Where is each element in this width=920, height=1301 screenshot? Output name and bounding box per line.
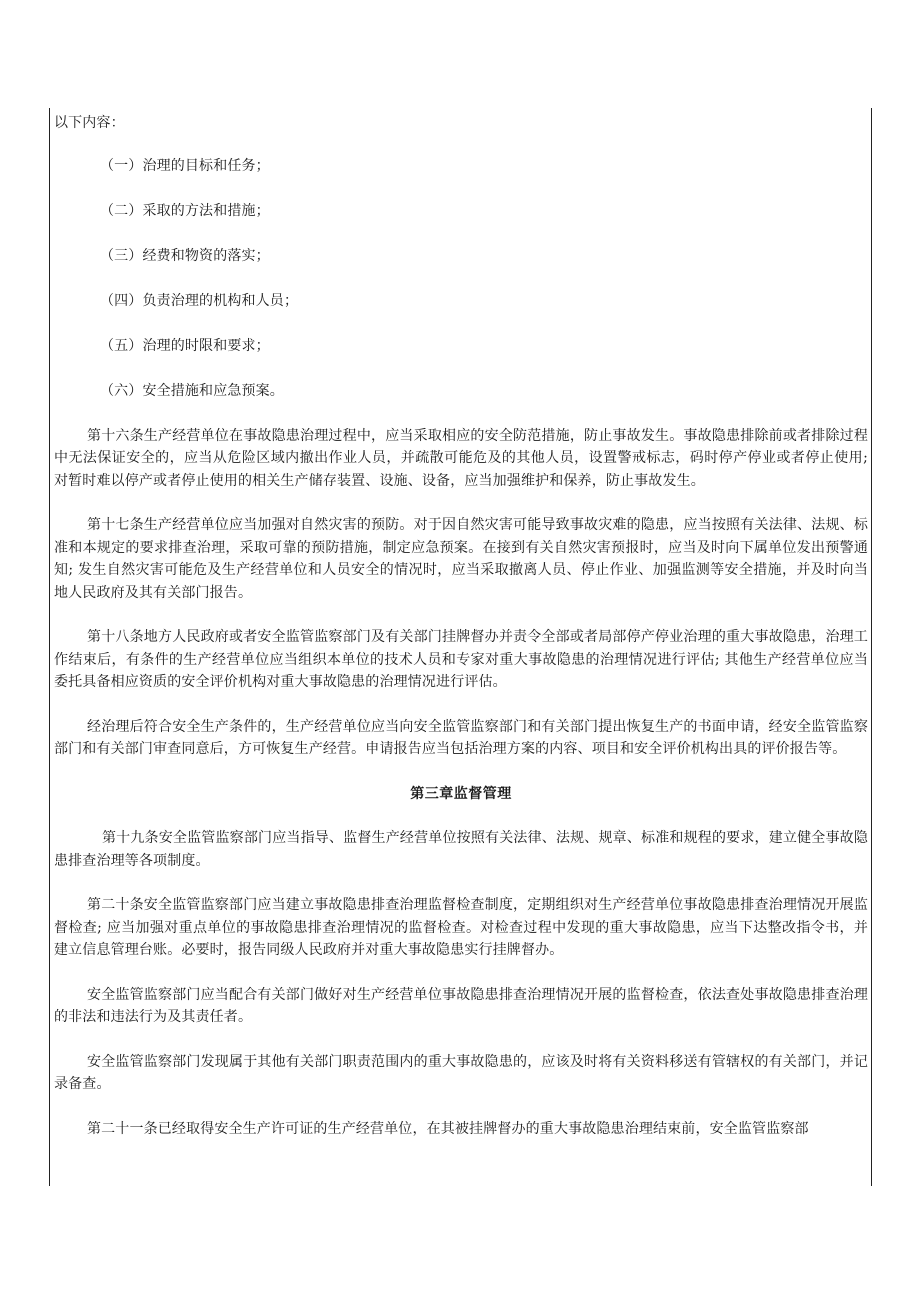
list-item: （三）经费和物资的落实； [100,247,270,264]
article-18-paragraph: 第十八条地方人民政府或者安全监管监察部门及有关部门挂牌督办并责令全部或者局部停产停业治理的重大事故隐患，治理工作结束后，有条件的生产经营单位应当组织本单位的技术人员和专家对重大事故隐患的治理情况进行评估; 其他生产经营单位应当委托具备相应资质的安全评价机构对重大事故隐患的治理情况进行评估。 [54,629,868,690]
list-item: （五）治理的时限和要求； [100,337,270,354]
list-item: （一）治理的目标和任务； [100,157,270,174]
chapter-title: 第三章监督管理 [410,785,512,802]
lead-line: 以下内容： [54,115,125,131]
cooperation-paragraph: 安全监管监察部门应当配合有关部门做好对生产经营单位事故隐患排查治理情况开展的监督检查，依法查处事故隐患排查治理的非法和违法行为及其责任者。 [54,986,868,1025]
article-20-paragraph: 第二十条安全监管监察部门应当建立事故隐患排查治理监督检查制度，定期组织对生产经营单位事故隐患排查治理情况开展监督检查; 应当加强对重点单位的事故隐患排查治理情况的监督检查。对检查过程中发现的重大事故隐患，应当下达整改指令书，并建立信息管理台账。必要时，报告同级人民政府并对重大事故隐患实行挂牌督办。 [54,897,868,958]
article-16-paragraph: 第十六条生产经营单位在事故隐患治理过程中，应当采取相应的安全防范措施，防止事故发生。事故隐患排除前或者排除过程中无法保证安全的，应当从危险区域内撤出作业人员，并疏散可能危及的其他人员，设置警戒标志，码时停产停业或者停止使用; 对暂时难以停产或者停止使用的相关生产储存装置、设施、设备，应当加强维护和保养，防止事故发生。 [54,427,868,489]
article-17-paragraph: 第十七条生产经营单位应当加强对自然灾害的预防。对于因自然灾害可能导致事故灾难的隐患，应当按照有关法律、法规、标准和本规定的要求排查治理，采取可靠的预防措施，制定应急预案。在接到有关自然灾害预报时，应当及时向下属单位发出预警通知; 发生自然灾害可能危及生产经营单位和人员安全的情况时，应当采取撤离人员、停止作业、加强监测等安全措施，并及时向当地人民政府及其有关部门报告。 [54,517,868,601]
list-item: （六）安全措施和应急预案。 [100,382,284,399]
list-item: （二）采取的方法和措施； [100,202,270,219]
list-item: （四）负责治理的机构和人员； [100,292,299,309]
document-body [54,112,868,1162]
recovery-paragraph: 经治理后符合安全生产条件的，生产经营单位应当向安全监管监察部门和有关部门提出恢复生产的书面申请，经安全监管监察部门和有关部门审查同意后，方可恢复生产经营。申请报告应当包括治理方案的内容、项目和安全评价机构出具的评价报告等。 [54,718,868,757]
referral-paragraph: 安全监管监察部门发现属于其他有关部门职责范围内的重大事故隐患的，应该及时将有关资料移送有管辖权的有关部门，并记录备查。 [54,1053,868,1092]
article-19-paragraph: 第十九条安全监管监察部门应当指导、监督生产经营单位按照有关法律、法规、规章、标准和规程的要求，建立健全事故隐患排查治理等各项制度。 [54,830,868,869]
article-21-paragraph: 第二十一条已经取得安全生产许可证的生产经营单位，在其被挂牌督办的重大事故隐患治理结束前，安全监管监察部 [87,1120,809,1137]
